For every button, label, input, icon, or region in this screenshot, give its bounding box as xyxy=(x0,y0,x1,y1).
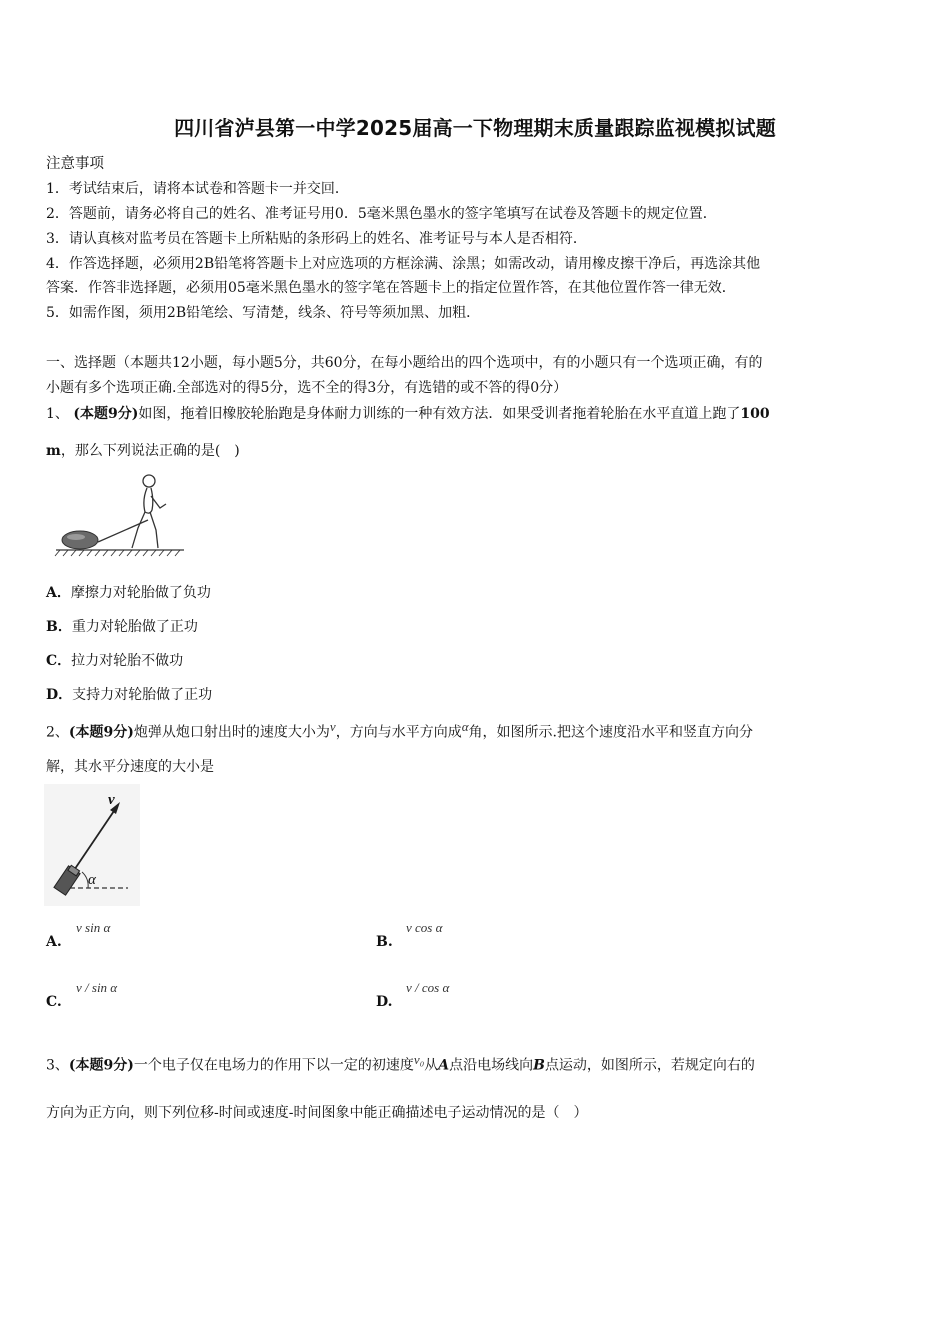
q3-number: 3、 xyxy=(46,1057,69,1074)
q2-line2: 解，其水平分速度的大小是 xyxy=(46,759,214,775)
q3-point-b: B xyxy=(533,1057,545,1074)
runner-head xyxy=(143,475,155,487)
q2-text-2: ，方向与水平方向成 xyxy=(335,724,462,741)
q1-distance: 100 xyxy=(740,406,770,422)
tire-highlight xyxy=(67,534,85,540)
q1-option-b-text: 重力对轮胎做了正功 xyxy=(71,619,198,635)
notice-item-4-cont: 答案．作答非选择题，必须用05毫米黑色墨水的签字笔在答题卡上的指定位置作答，在其他位置作答一律无效． xyxy=(46,280,736,296)
q3-text-4: 点运动，如图所示，若规定向右的 xyxy=(544,1057,755,1074)
figure-alpha-label: α xyxy=(88,872,96,888)
tire-dragging-figure xyxy=(52,470,187,560)
q1-line2 xyxy=(46,440,240,460)
q1-text-2: ，那么下列说法正确的是( ) xyxy=(60,443,240,459)
q3-point-a: A xyxy=(438,1057,450,1074)
q3-text-3: 点沿电场线向 xyxy=(449,1057,534,1074)
q2-text-1: 炮弹从炮口射出时的速度大小为 xyxy=(133,724,330,741)
q1-text-1: 如图，拖着旧橡胶轮胎跑是身体耐力训练的一种有效方法．如果受训者拖着轮胎在水平直道上跑了 xyxy=(138,406,741,422)
q1-unit: m xyxy=(46,443,61,459)
q2-alpha-symbol: α xyxy=(461,719,469,734)
runner-body xyxy=(144,488,153,513)
q1-option-a-text: 摩擦力对轮胎做了负功 xyxy=(70,585,211,601)
q1-option-c-letter: C． xyxy=(46,653,72,669)
q2-text-3: 角，如图所示.把这个速度沿水平和竖直方向分 xyxy=(468,724,753,741)
q3-line2: 方向为正方向，则下列位移-时间或速度-时间图象中能正确描述电子运动情况的是（ ） xyxy=(46,1105,588,1121)
notice-item-3: 3．请认真核对监考员在答题卡上所粘贴的条形码上的姓名、准考证号与本人是否相符． xyxy=(46,231,587,247)
notice-heading: 注意事项 xyxy=(46,156,104,172)
q1-option-b[interactable] xyxy=(46,616,198,636)
q1-option-d-letter: D． xyxy=(46,687,73,703)
q3-line1 xyxy=(46,1052,755,1075)
q3-text-2: 从 xyxy=(424,1057,439,1074)
q2-option-b-formula: v cos α xyxy=(406,920,443,935)
q1-option-a-letter: A． xyxy=(46,585,71,601)
q1-score: (本题9分) xyxy=(73,406,139,422)
ground-hatching xyxy=(55,550,180,556)
figure-v-label: v xyxy=(108,792,115,808)
cannon-velocity-figure xyxy=(44,784,140,906)
q1-option-d-text: 支持力对轮胎做了正功 xyxy=(72,687,213,703)
q2-option-d-formula: v / cos α xyxy=(406,980,450,995)
q2-line1 xyxy=(46,719,753,742)
q3-v0-symbol: v₀ xyxy=(413,1052,425,1067)
q1-option-c[interactable] xyxy=(46,650,183,670)
notice-item-5: 5．如需作图，须用2B铅笔绘、写清楚，线条、符号等须加黑、加粗． xyxy=(46,305,481,321)
page-title: 四川省泸县第一中学2025届高一下物理期末质量跟踪监视模拟试题 xyxy=(174,116,776,140)
q2-v-symbol: v xyxy=(329,719,336,734)
q1-option-d[interactable] xyxy=(46,684,212,704)
runner-leg-front xyxy=(150,512,158,548)
notice-item-4: 4．作答选择题，必须用2B铅笔将答题卡上对应选项的方框涂满、涂黑；如需改动，请用橡皮擦干净后，再选涂其他 xyxy=(46,256,761,272)
q2-option-b-letter: B. xyxy=(376,934,393,950)
q2-option-a-letter: A. xyxy=(46,934,62,950)
q2-option-d-letter: D. xyxy=(376,994,393,1010)
q2-option-a-formula: v sin α xyxy=(76,920,111,935)
q1-option-b-letter: B． xyxy=(46,619,72,635)
q1-option-c-text: 拉力对轮胎不做功 xyxy=(71,653,184,669)
q1-option-a[interactable] xyxy=(46,582,211,602)
section-instructions-line1: 一、选择题（本题共12小题，每小题5分，共60分，在每小题给出的四个选项中，有的小题只有一个选项正确，有的 xyxy=(46,355,763,371)
q3-score: (本题9分) xyxy=(68,1057,134,1074)
q2-number: 2、 xyxy=(46,724,69,741)
q2-option-c-letter: C. xyxy=(46,994,62,1010)
runner-leg-back xyxy=(132,512,145,548)
q2-score: (本题9分) xyxy=(68,724,134,741)
tire xyxy=(62,531,98,549)
section-instructions-line2: 小题有多个选项正确.全部选对的得5分，选不全的得3分，有选错的或不答的得0分） xyxy=(46,380,568,396)
q3-text-1: 一个电子仅在电场力的作用下以一定的初速度 xyxy=(133,1057,414,1074)
q2-option-c-formula: v / sin α xyxy=(76,980,118,995)
notice-item-1: 1．考试结束后，请将本试卷和答题卡一并交回． xyxy=(46,181,349,197)
q1-line1 xyxy=(46,403,770,423)
q1-number: 1、 xyxy=(46,406,69,422)
notice-item-2: 2．答题前，请务必将自己的姓名、准考证号用0．5毫米黑色墨水的签字笔填写在试卷及答题卡的规定位置． xyxy=(46,206,717,222)
